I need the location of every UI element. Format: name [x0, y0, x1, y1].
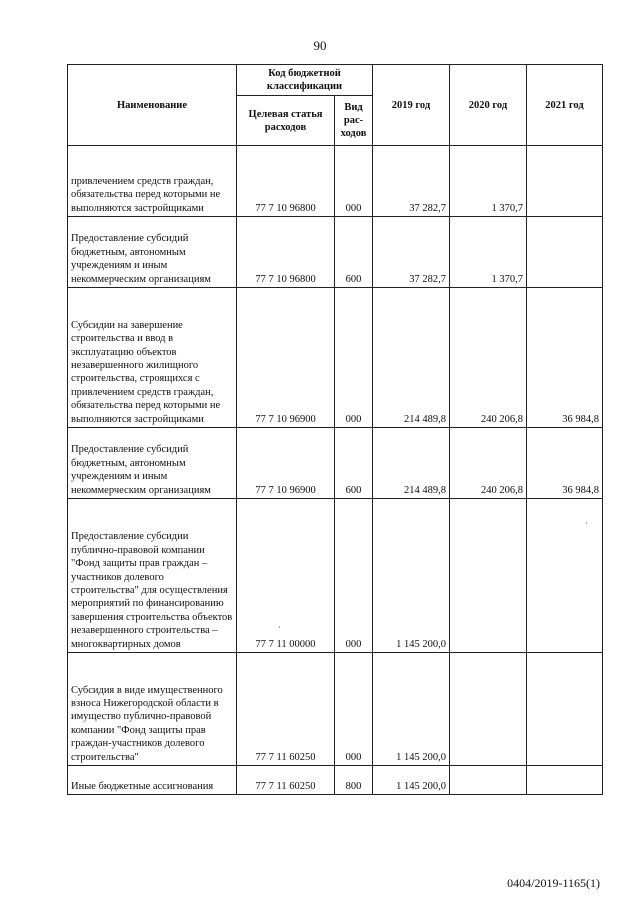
table-row — [68, 428, 603, 499]
row-target-article: 77 7 10 96900 — [237, 288, 335, 428]
header-expense-type: Вид рас- ходов — [335, 96, 373, 146]
row-2019: 37 282,7 — [373, 217, 450, 288]
table-row — [68, 499, 603, 653]
row-target-article: 77 7 11 60250 — [237, 766, 335, 795]
table-row — [68, 766, 603, 795]
row-target-article: 77 7 10 96800 — [237, 217, 335, 288]
table-row — [68, 146, 603, 217]
header-2019: 2019 год — [373, 65, 450, 146]
row-2020: 1 370,7 — [450, 146, 527, 217]
row-name: Предоставление субсидии публично-правовой компании "Фонд защиты прав граждан – участников долевого строительства" для осуществления мероприятий по финансированию завершения строительства объектов незавершенного строительства – многоквартирных домов — [68, 499, 237, 653]
row-target-article: 77 7 10 96900 — [237, 428, 335, 499]
header-2020: 2020 год — [450, 65, 527, 146]
row-expense-type: 600 — [335, 217, 373, 288]
header-target-article: Целевая статья расходов — [237, 96, 335, 146]
row-name: Предоставление субсидий бюджетным, автономным учреждениям и иным некоммерческим организациям — [68, 217, 237, 288]
row-name: Субсидии на завершение строительства и ввод в эксплуатацию объектов незавершенного жилищного строительства, строящихся с привлечением средств граждан, обязательства перед которыми не выполняются застройщиками — [68, 288, 237, 428]
row-2021: 36 984,8 — [527, 288, 603, 428]
row-name: привлечением средств граждан, обязательства перед которыми не выполняются застройщиками — [68, 146, 237, 217]
row-2020: 1 370,7 — [450, 217, 527, 288]
row-expense-type: 000 — [335, 146, 373, 217]
table-row — [68, 217, 603, 288]
row-2021: 36 984,8 — [527, 428, 603, 499]
row-expense-type: 800 — [335, 766, 373, 795]
header-row-1 — [68, 65, 603, 96]
header-name: Наименование — [68, 65, 237, 146]
table-row — [68, 288, 603, 428]
row-2019: 37 282,7 — [373, 146, 450, 217]
row-2020 — [450, 653, 527, 766]
row-expense-type: 000 — [335, 499, 373, 653]
row-2019: 1 145 200,0 — [373, 499, 450, 653]
row-2019: 214 489,8 — [373, 288, 450, 428]
row-2019: 1 145 200,0 — [373, 766, 450, 795]
table-row — [68, 653, 603, 766]
row-2020 — [450, 766, 527, 795]
row-expense-type: 600 — [335, 428, 373, 499]
row-2021 — [527, 217, 603, 288]
budget-table — [67, 64, 603, 795]
row-2021 — [527, 766, 603, 795]
row-target-article: 77 7 11 60250 — [237, 653, 335, 766]
row-2020 — [450, 499, 527, 653]
header-2021: 2021 год — [527, 65, 603, 146]
header-budget-code: Код бюджетной классификации — [237, 65, 373, 96]
row-target-article: 77 7 10 96800 — [237, 146, 335, 217]
row-2019: 1 145 200,0 — [373, 653, 450, 766]
row-2019: 214 489,8 — [373, 428, 450, 499]
row-expense-type: 000 — [335, 288, 373, 428]
scan-speck-mark: · — [585, 518, 588, 528]
row-name: Предоставление субсидий бюджетным, автономным учреждениям и иным некоммерческим организациям — [68, 428, 237, 499]
row-2021 — [527, 499, 603, 653]
row-name: Субсидия в виде имущественного взноса Нижегородской области в имущество публично-правовой компании "Фонд защиты прав граждан-участников долевого строительства" — [68, 653, 237, 766]
scan-speck-mark: · — [278, 622, 281, 632]
row-2020: 240 206,8 — [450, 428, 527, 499]
document-code: 0404/2019-1165(1) — [507, 876, 600, 890]
page-number: 90 — [313, 38, 327, 53]
row-2020: 240 206,8 — [450, 288, 527, 428]
row-target-article: 77 7 11 00000 — [237, 499, 335, 653]
row-2021 — [527, 146, 603, 217]
row-expense-type: 000 — [335, 653, 373, 766]
row-2021 — [527, 653, 603, 766]
row-name: Иные бюджетные ассигнования — [68, 766, 237, 795]
